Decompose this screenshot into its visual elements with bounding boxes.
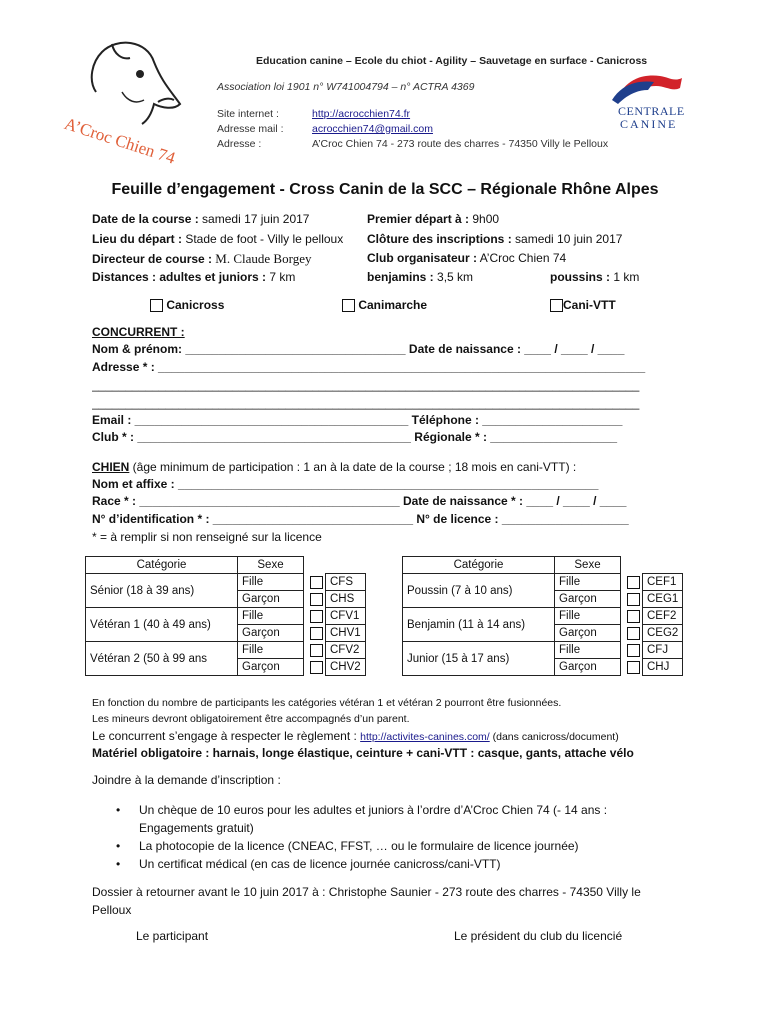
sex-cell: Fille bbox=[238, 642, 304, 659]
date-label: Date de la course : bbox=[92, 212, 199, 226]
event-director bbox=[92, 251, 311, 267]
category-code: CHV1 bbox=[326, 625, 366, 642]
director-value: M. Claude Borgey bbox=[212, 251, 312, 266]
list-item: • Un certificat médical (en cas de licence journée canicross/cani-VTT) bbox=[92, 855, 652, 873]
category-table-right bbox=[402, 556, 683, 676]
concurrent-email-line[interactable]: Email : _________________________________________ Téléphone : _____________________ bbox=[92, 413, 623, 427]
category-header: Catégorie bbox=[86, 557, 238, 574]
category-name: Vétéran 1 (40 à 49 ans) bbox=[86, 608, 238, 642]
chien-heading-label: CHIEN bbox=[92, 460, 130, 474]
category-code: CHV2 bbox=[326, 659, 366, 676]
required-note: * = à remplir si non renseigné sur la licence bbox=[92, 530, 322, 544]
chien-id-line[interactable]: N° d’identification * : ______________________________ N° de licence : ___________________ bbox=[92, 512, 629, 526]
category-checkbox[interactable] bbox=[310, 661, 323, 674]
site-label: Site internet : bbox=[217, 108, 279, 120]
mail-link[interactable]: acrocchien74@gmail.com bbox=[312, 123, 433, 135]
logo-text: A’Croc Chien 74 bbox=[62, 114, 178, 168]
table-row bbox=[403, 642, 683, 659]
chien-race-line[interactable]: Race * : _______________________________________ Date de naissance * : ____ / ____ / ____ bbox=[92, 494, 627, 508]
category-code: CFV2 bbox=[326, 642, 366, 659]
category-code: CEG2 bbox=[643, 625, 683, 642]
category-code: CEF1 bbox=[643, 574, 683, 591]
category-checkbox[interactable] bbox=[310, 644, 323, 657]
event-place bbox=[92, 232, 343, 246]
club-label: Club organisateur : bbox=[367, 251, 478, 265]
address-label: Adresse : bbox=[217, 138, 262, 150]
table-header-row bbox=[86, 557, 366, 574]
category-name: Junior (15 à 17 ans) bbox=[403, 642, 555, 676]
sex-cell: Garçon bbox=[555, 625, 621, 642]
canicross-checkbox[interactable] bbox=[150, 299, 163, 312]
category-checkbox[interactable] bbox=[310, 576, 323, 589]
concurrent-heading: CONCURRENT : bbox=[92, 325, 185, 339]
category-code: CFS bbox=[326, 574, 366, 591]
sex-cell: Garçon bbox=[555, 659, 621, 676]
club-value: A’Croc Chien 74 bbox=[477, 251, 567, 265]
brand-line1: CENTRALE bbox=[618, 104, 685, 118]
category-code: CHJ bbox=[643, 659, 683, 676]
discipline-canicross[interactable] bbox=[150, 298, 224, 312]
list-item: • Un chèque de 10 euros pour les adultes et juniors à l’ordre d’A’Croc Chien 74 (- 14 ans : Engagements gratuit) bbox=[92, 801, 652, 837]
sex-cell: Garçon bbox=[555, 591, 621, 608]
distances-label: Distances : adultes et juniors : bbox=[92, 270, 267, 284]
event-benjamins bbox=[367, 270, 473, 284]
sex-cell: Fille bbox=[555, 608, 621, 625]
category-checkbox[interactable] bbox=[627, 644, 640, 657]
table-header-row bbox=[403, 557, 683, 574]
concurrent-address-line3[interactable]: __________________________________________________________________________________ bbox=[92, 396, 640, 410]
concurrent-club-line[interactable]: Club * : _________________________________________ Régionale * : ___________________ bbox=[92, 430, 618, 444]
category-code: CHS bbox=[326, 591, 366, 608]
table-row bbox=[86, 574, 366, 591]
documents-list bbox=[92, 801, 652, 873]
event-date bbox=[92, 212, 309, 226]
rules-prefix: Le concurrent s’engage à respecter le règlement : bbox=[92, 729, 361, 743]
category-checkbox[interactable] bbox=[310, 593, 323, 606]
category-name: Sénior (18 à 39 ans) bbox=[86, 574, 238, 608]
canicross-label: Canicross bbox=[166, 298, 225, 312]
table-row bbox=[86, 608, 366, 625]
benjamins-label: benjamins : bbox=[367, 270, 434, 284]
benjamins-value: 3,5 km bbox=[433, 270, 474, 284]
category-code: CEG1 bbox=[643, 591, 683, 608]
flag-ribbon-icon bbox=[608, 70, 688, 104]
brand-line2: CANINE bbox=[620, 117, 678, 131]
signature-participant: Le participant bbox=[136, 929, 209, 943]
event-poussins bbox=[550, 270, 639, 284]
close-label: Clôture des inscriptions : bbox=[367, 232, 512, 246]
category-name: Benjamin (11 à 14 ans) bbox=[403, 608, 555, 642]
sex-cell: Fille bbox=[238, 574, 304, 591]
discipline-canimarche[interactable] bbox=[342, 298, 427, 312]
table-row bbox=[403, 608, 683, 625]
sex-cell: Fille bbox=[555, 642, 621, 659]
site-link[interactable]: http://acrocchien74.fr bbox=[312, 108, 411, 120]
category-checkbox[interactable] bbox=[310, 627, 323, 640]
canimarche-checkbox[interactable] bbox=[342, 299, 355, 312]
table-row bbox=[86, 642, 366, 659]
sex-cell: Garçon bbox=[238, 625, 304, 642]
chien-heading bbox=[92, 460, 576, 474]
table-row bbox=[403, 574, 683, 591]
address-value: A’Croc Chien 74 - 273 route des charres - 74350 Villy le Pelloux bbox=[312, 138, 609, 150]
category-table-left bbox=[85, 556, 366, 676]
category-code: CFV1 bbox=[326, 608, 366, 625]
close-value: samedi 10 juin 2017 bbox=[511, 232, 623, 246]
date-value: samedi 17 juin 2017 bbox=[198, 212, 310, 226]
category-checkbox[interactable] bbox=[627, 610, 640, 623]
event-club bbox=[367, 251, 566, 265]
list-item: • La photocopie de la licence (CNEAC, FFST, … ou le formulaire de licence journée) bbox=[92, 837, 652, 855]
category-name: Poussin (7 à 10 ans) bbox=[403, 574, 555, 608]
page-title: Feuille d’engagement - Cross Canin de la SCC – Régionale Rhône Alpes bbox=[111, 181, 659, 198]
signature-president: Le président du club du licencié bbox=[454, 929, 623, 943]
category-checkbox[interactable] bbox=[627, 627, 640, 640]
poussins-value: 1 km bbox=[610, 270, 640, 284]
rules-suffix: (dans canicross/document) bbox=[489, 731, 619, 743]
category-code: CFJ bbox=[643, 642, 683, 659]
concurrent-name-line[interactable]: Nom & prénom: _________________________________ Date de naissance : ____ / ____ / ____ bbox=[92, 342, 625, 356]
category-header: Catégorie bbox=[403, 557, 555, 574]
event-start bbox=[367, 212, 499, 226]
category-code: CEF2 bbox=[643, 608, 683, 625]
rules-note bbox=[92, 729, 619, 743]
sex-cell: Garçon bbox=[238, 591, 304, 608]
canivtt-checkbox[interactable] bbox=[550, 299, 563, 312]
sex-cell: Fille bbox=[238, 608, 304, 625]
equipment-note: Matériel obligatoire : harnais, longe élastique, ceinture + cani-VTT : casque, gants, attache vélo bbox=[92, 746, 634, 760]
start-value: 9h00 bbox=[469, 212, 500, 226]
header-activities: Education canine – Ecole du chiot - Agility – Sauvetage en surface - Canicross bbox=[256, 55, 648, 67]
category-checkbox[interactable] bbox=[627, 661, 640, 674]
poussins-label: poussins : bbox=[550, 270, 611, 284]
rules-link[interactable]: http://activites-canines.com/ bbox=[360, 731, 490, 743]
canimarche-label: Canimarche bbox=[358, 298, 428, 312]
place-value: Stade de foot - Villy le pelloux bbox=[182, 232, 344, 246]
sex-cell: Garçon bbox=[238, 659, 304, 676]
sex-header: Sexe bbox=[555, 557, 621, 574]
header-association: Association loi 1901 n° W741004794 – n° ACTRA 4369 bbox=[217, 81, 475, 93]
canivtt-label: Cani-VTT bbox=[563, 298, 616, 312]
chien-note: (âge minimum de participation : 1 an à la date de la course ; 18 mois en cani-VTT) : bbox=[129, 460, 577, 474]
category-checkbox[interactable] bbox=[310, 610, 323, 623]
sex-header: Sexe bbox=[238, 557, 304, 574]
director-label: Directeur de course : bbox=[92, 252, 213, 266]
minors-note: Les mineurs devront obligatoirement être accompagnés d’un parent. bbox=[92, 713, 410, 725]
category-checkbox[interactable] bbox=[627, 593, 640, 606]
chien-name-line[interactable]: Nom et affixe : _______________________________________________________________ bbox=[92, 477, 599, 491]
event-close bbox=[367, 232, 622, 246]
start-label: Premier départ à : bbox=[367, 212, 470, 226]
place-label: Lieu du départ : bbox=[92, 232, 182, 246]
centrale-canine-logo bbox=[608, 70, 688, 132]
concurrent-address-line[interactable]: Adresse * : _________________________________________________________________________ bbox=[92, 360, 646, 374]
discipline-canivtt[interactable] bbox=[550, 298, 616, 312]
return-note: Dossier à retourner avant le 10 juin 2017 à : Christophe Saunier - 273 route des charres - 74350 Villy le Pelloux bbox=[92, 885, 641, 917]
attach-note: Joindre à la demande d’inscription : bbox=[92, 773, 281, 787]
event-distances bbox=[92, 270, 295, 284]
distances-value: 7 km bbox=[266, 270, 296, 284]
mail-label: Adresse mail : bbox=[217, 123, 284, 135]
merge-note: En fonction du nombre de participants les catégories vétéran 1 et vétéran 2 pourront être fusionnées. bbox=[92, 697, 562, 709]
sex-cell: Fille bbox=[555, 574, 621, 591]
category-checkbox[interactable] bbox=[627, 576, 640, 589]
club-logo bbox=[62, 32, 182, 168]
concurrent-address-line2[interactable]: __________________________________________________________________________________ bbox=[92, 378, 640, 392]
category-name: Vétéran 2 (50 à 99 ans bbox=[86, 642, 238, 676]
